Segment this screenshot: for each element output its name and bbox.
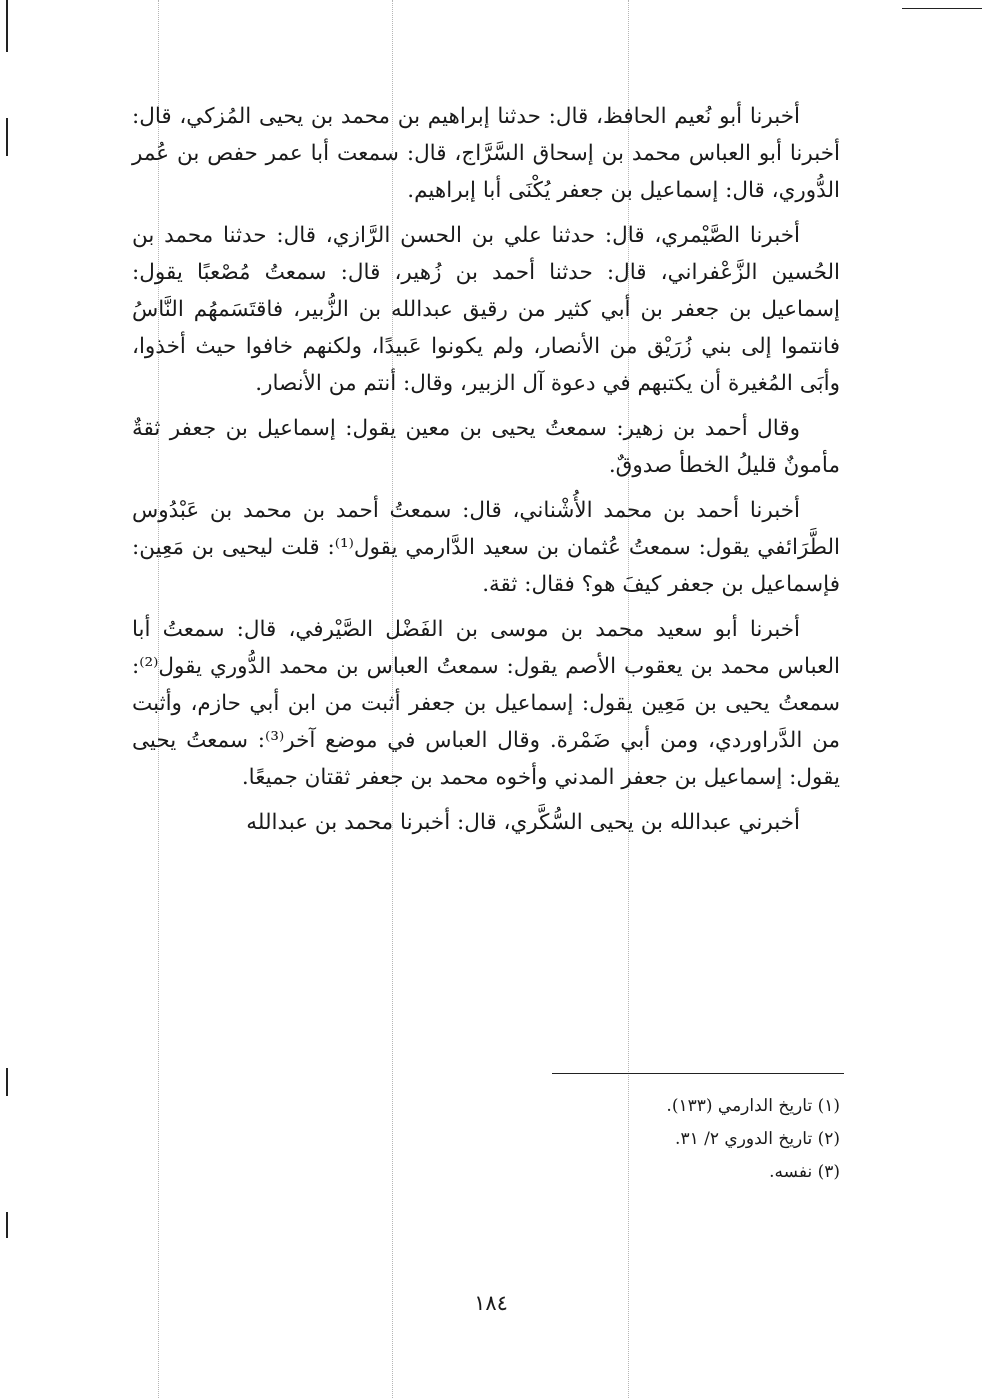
footnote: (١) تاريخ الدارمي (١٣٣). [666, 1096, 840, 1116]
footnote: (٢) تاريخ الدوري ٢/ ٣١. [675, 1129, 840, 1149]
paragraph: أخبرنا أبو نُعيم الحافظ، قال: حدثنا إبراهيم بن محمد بن يحيى المُزكي، قال: أخبرنا أبو العباس محمد بن إسحاق السَّرَّاج، قال: سمعت أبا عمر حفص بن عُمر الدُّوري، قال: إسماعيل بن جعفر يُكْنَى أبا إبراهيم. [132, 104, 840, 203]
paragraph: وقال أحمد بن زهير: سمعتُ يحيى بن معين يقول: إسماعيل بن جعفر ثقةٌ مأمونٌ قليلُ الخطأ صدوقٌ. [132, 416, 840, 478]
scan-edge-mark [6, 0, 8, 52]
page-body [132, 98, 840, 849]
paragraph: أخبرني عبدالله بن يحيى السُّكَّري، قال: أخبرنا محمد بن عبدالله [246, 810, 800, 835]
footnote-divider [552, 1073, 844, 1074]
paragraph: أخبرنا أبو سعيد محمد بن موسى بن الفَضْل الصَّيْرفي، قال: سمعتُ أبا العباس محمد بن يعقوب الأصم يقول: سمعتُ العباس بن محمد الدُّوري يقول⁽²⁾: سمعتُ يحيى بن مَعِين يقول: إسماعيل بن جعفر أثبت من ابن أبي حازم، وأثبت من الدَّراوردي، ومن أبي ضَمْرة. وقال العباس في موضع آخر⁽³⁾: سمعتُ يحيى يقول: إسماعيل بن جعفر المدني وأخوه محمد بن جعفر ثقتان جميعًا. [132, 617, 840, 790]
scan-edge-mark [902, 8, 982, 9]
page-number: ١٨٤ [474, 1291, 508, 1315]
scan-edge-mark [6, 1068, 8, 1096]
footnote: (٣) نفسه. [769, 1162, 840, 1182]
scan-edge-mark [6, 118, 8, 156]
paragraph: أخبرنا أحمد بن محمد الأُشْناني، قال: سمعتُ أحمد بن محمد بن عَبْدُوس الطَّرَائفي يقول: سمعتُ عُثمان بن سعيد الدَّارمي يقول⁽¹⁾: قلت ليحيى بن مَعِين: فإسماعيل بن جعفر كيفَ هو؟ فقال: ثقة. [132, 498, 840, 597]
paragraph: أخبرنا الصَّيْمري، قال: حدثنا علي بن الحسن الرَّازي، قال: حدثنا محمد بن الحُسين الزَّعْفراني، قال: حدثنا أحمد بن زُهير، قال: سمعتُ مُصْعبًا يقول: إسماعيل بن جعفر بن أبي كثير من رقيق عبدالله بن الزُّبير، فاقتَسَمهُم النَّاسُ فانتموا إلى بني زُرَيْق من الأنصار، ولم يكونوا عَبيدًا، ولكنهم خافوا حيث أخذوا، وأبَى المُغيرة أن يكتبهم في دعوة آل الزبير، وقال: أنتم من الأنصار. [132, 223, 840, 396]
scan-edge-mark [6, 1212, 8, 1238]
footnotes [500, 1090, 840, 1189]
